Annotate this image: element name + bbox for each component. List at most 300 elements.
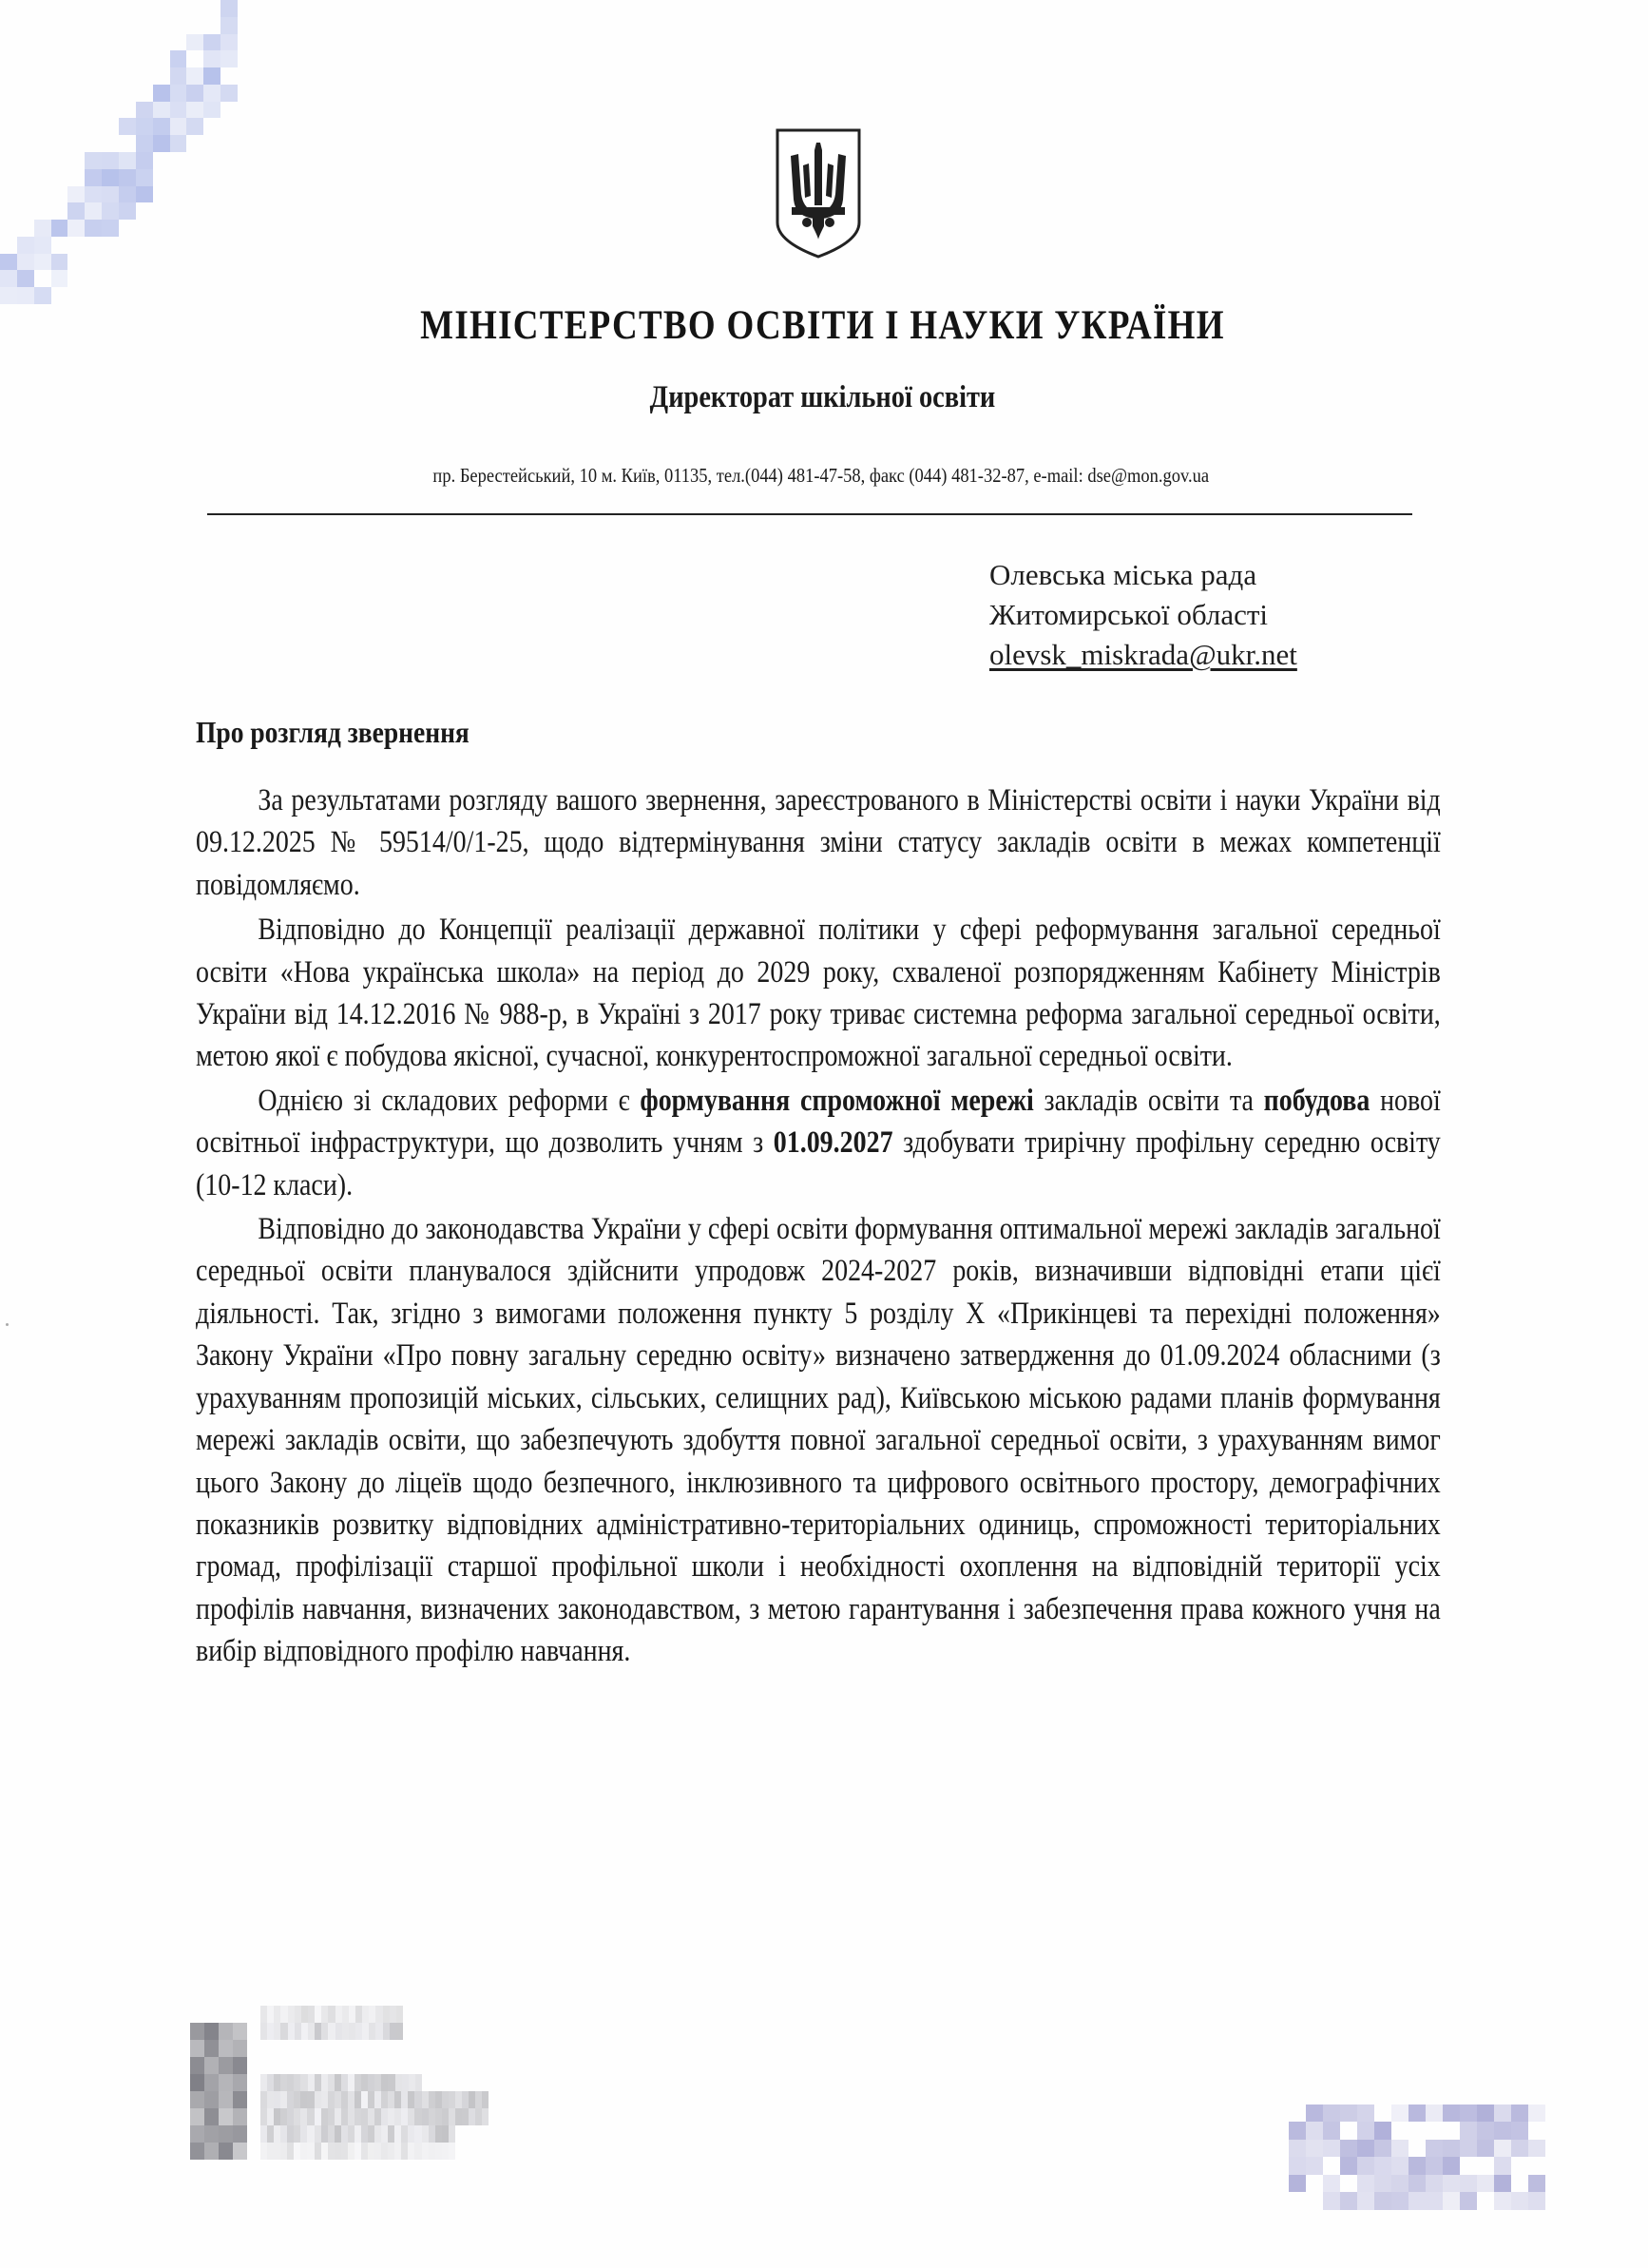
redaction-pixel — [1460, 2175, 1477, 2193]
redaction-pixel — [442, 2125, 449, 2143]
redaction-pixel — [220, 17, 238, 34]
redaction-pixel — [260, 2074, 267, 2091]
redaction-pixel — [1528, 2105, 1545, 2123]
redaction-pixel — [1374, 2192, 1391, 2210]
redaction-pixel — [34, 270, 51, 287]
redaction-pixel — [388, 2091, 394, 2108]
redaction-pixel — [267, 2074, 274, 2091]
redaction-pixel — [1306, 2157, 1323, 2175]
redaction-pixel — [348, 2143, 355, 2160]
redaction-pixel — [1391, 2105, 1408, 2123]
redaction-pixel — [315, 2091, 321, 2108]
redaction-pixel — [136, 186, 153, 203]
redaction-pixel — [51, 186, 68, 203]
redaction-pixel — [287, 2125, 294, 2143]
redaction-pixel — [0, 254, 17, 271]
redaction-pixel — [308, 2023, 315, 2040]
redaction-pixel — [1306, 2086, 1323, 2105]
redaction-pixel — [374, 2074, 381, 2091]
redaction-pixel — [1340, 2122, 1357, 2140]
redaction-pixel — [315, 2143, 321, 2160]
redaction-pixel — [1426, 2105, 1443, 2123]
redaction-pixel — [1511, 2105, 1528, 2123]
redaction-pixel — [1357, 2140, 1374, 2158]
redaction-pixel — [0, 17, 17, 34]
redaction-pixel — [388, 2074, 394, 2091]
redaction-pixel — [1357, 2122, 1374, 2140]
redaction-pixel — [136, 135, 153, 152]
redaction-pixel — [136, 237, 153, 254]
redaction-pixel — [102, 0, 119, 17]
redaction-pixel — [341, 2143, 348, 2160]
paragraph-3 — [196, 1080, 1441, 1206]
redaction-pixel — [220, 169, 238, 186]
redaction-pixel — [1408, 2086, 1426, 2105]
redaction-pixel — [186, 67, 203, 85]
redaction-pixel — [153, 85, 170, 102]
redaction-pixel — [1426, 2157, 1443, 2175]
redaction-pixel — [260, 2006, 267, 2023]
redaction-pixel — [295, 2023, 301, 2040]
redaction-pixel — [1477, 2140, 1494, 2158]
redaction-pixel — [153, 67, 170, 85]
redaction-pixel — [1357, 2192, 1374, 2210]
redaction-pixel — [1323, 2175, 1340, 2193]
redaction-pixel — [102, 118, 119, 135]
redaction-pixel — [260, 2143, 267, 2160]
redaction-pixel — [233, 2125, 247, 2143]
redaction-pixel — [274, 2074, 280, 2091]
redaction-pixel — [203, 270, 220, 287]
redaction-pixel — [67, 0, 85, 17]
redaction-pixel — [321, 2023, 328, 2040]
letter-body — [196, 779, 1441, 1673]
redaction-pixel — [170, 254, 187, 271]
redaction-pixel — [361, 2143, 368, 2160]
redaction-pixel — [51, 17, 68, 34]
redaction-pixel — [335, 2125, 341, 2143]
redaction-pixel — [288, 2006, 295, 2023]
redaction-pixel — [204, 2125, 219, 2143]
redaction-pixel — [51, 152, 68, 169]
letter-subject: Про розгляд звернення — [196, 715, 469, 749]
redaction-pixel — [170, 202, 187, 220]
redaction-pixel — [422, 2091, 429, 2108]
redaction-pixel — [204, 2057, 219, 2074]
redaction-pixel — [17, 169, 34, 186]
redaction-pixel — [414, 2108, 421, 2125]
redaction-pixel — [1494, 2122, 1511, 2140]
redaction-pixel — [300, 2108, 307, 2125]
redaction-pixel — [1494, 2175, 1511, 2193]
redaction-pixel — [203, 220, 220, 237]
redaction-pixel — [422, 2125, 429, 2143]
redaction-pixel — [455, 2108, 462, 2125]
redaction-pixel — [233, 2023, 247, 2040]
redaction-pixel — [153, 254, 170, 271]
redaction-pixel — [328, 2006, 335, 2023]
redaction-pixel — [17, 85, 34, 102]
redaction-pixel — [85, 0, 102, 17]
redaction-pixel — [67, 237, 85, 254]
redaction-pixel — [186, 34, 203, 51]
redaction-pixel — [390, 2006, 396, 2023]
redaction-pixel — [203, 169, 220, 186]
redaction-pixel — [260, 2125, 267, 2143]
redaction-pixel — [435, 2143, 442, 2160]
emphasis-construction: побудова — [1263, 1083, 1370, 1118]
redaction-pixel — [51, 220, 68, 237]
redaction-pixel — [321, 2091, 328, 2108]
redaction-pixel — [190, 2143, 204, 2160]
redaction-pixel — [186, 186, 203, 203]
redaction-pixel — [381, 2125, 388, 2143]
redaction-pixel — [462, 2091, 469, 2108]
redaction-pixel — [1528, 2086, 1545, 2105]
redaction-pixel — [383, 2023, 390, 2040]
redaction-pixel — [85, 135, 102, 152]
redaction-pixel — [1306, 2175, 1323, 2193]
redaction-pixel — [383, 2006, 390, 2023]
redacted-text-line — [260, 2023, 403, 2040]
redaction-pixel — [409, 2074, 415, 2091]
redaction-pixel — [349, 2006, 355, 2023]
redaction-pixel — [335, 2074, 341, 2091]
redaction-pixel — [1477, 2086, 1494, 2105]
redaction-pixel — [136, 254, 153, 271]
redaction-pixel — [280, 2023, 287, 2040]
recipient-email-link[interactable]: olevsk_miskrada@ukr.net — [989, 638, 1297, 671]
redaction-pixel — [374, 2108, 381, 2125]
redaction-pixel — [1477, 2122, 1494, 2140]
redaction-pixel — [355, 2143, 361, 2160]
redaction-pixel — [368, 2091, 374, 2108]
redaction-pixel — [67, 186, 85, 203]
redaction-pixel — [34, 102, 51, 119]
redaction-pixel — [396, 2023, 403, 2040]
redaction-pixel — [102, 254, 119, 271]
redaction-pixel — [85, 34, 102, 51]
redaction-pixel — [186, 85, 203, 102]
redaction-pixel — [219, 2006, 233, 2023]
emphasis-network: формування спроможної мережі — [640, 1083, 1034, 1118]
redaction-pixel — [294, 2143, 300, 2160]
redaction-pixel — [1511, 2175, 1528, 2193]
redaction-pixel — [260, 2108, 267, 2125]
redaction-pixel — [220, 186, 238, 203]
redaction-pixel — [102, 85, 119, 102]
redaction-pixel — [1408, 2192, 1426, 2210]
redaction-pixel — [85, 85, 102, 102]
redaction-pixel — [1357, 2105, 1374, 2123]
redaction-pixel — [375, 2023, 382, 2040]
redaction-pixel — [321, 2006, 328, 2023]
redaction-pixel — [449, 2125, 455, 2143]
redaction-pixel — [51, 135, 68, 152]
redaction-pixel — [394, 2091, 401, 2108]
redaction-pixel — [1528, 2192, 1545, 2210]
redaction-pixel — [34, 237, 51, 254]
redaction-pixel — [1477, 2175, 1494, 2193]
redaction-pixel — [233, 2091, 247, 2108]
redaction-pixel — [1528, 2175, 1545, 2193]
redaction-pixel — [422, 2108, 429, 2125]
redaction-pixel — [1460, 2105, 1477, 2123]
redaction-pixel — [67, 34, 85, 51]
redaction-pixel — [119, 270, 136, 287]
redaction-pixel — [1391, 2175, 1408, 2193]
redaction-pixel — [1408, 2157, 1426, 2175]
redaction-pixel — [85, 287, 102, 304]
redaction-pixel — [153, 270, 170, 287]
redaction-pixel — [85, 220, 102, 237]
redaction-pixel — [1511, 2192, 1528, 2210]
redaction-pixel — [153, 169, 170, 186]
redaction-pixel — [1443, 2157, 1460, 2175]
redaction-pixel — [1460, 2157, 1477, 2175]
redaction-pixel — [429, 2108, 435, 2125]
redaction-pixel — [51, 254, 68, 271]
redaction-pixel — [390, 2023, 396, 2040]
redaction-pixel — [274, 2108, 280, 2125]
redaction-pixel — [170, 85, 187, 102]
redaction-pixel — [300, 2125, 307, 2143]
redaction-pixel — [361, 2108, 368, 2125]
redaction-pixel — [34, 186, 51, 203]
redaction-pixel — [119, 202, 136, 220]
redaction-pixel — [315, 2006, 321, 2023]
redaction-pixel — [119, 118, 136, 135]
redaction-pixel — [1494, 2086, 1511, 2105]
redacted-signature — [1289, 2086, 1545, 2210]
redaction-pixel — [287, 2108, 294, 2125]
redaction-pixel — [203, 118, 220, 135]
redaction-pixel — [381, 2091, 388, 2108]
redaction-pixel — [219, 2108, 233, 2125]
redaction-pixel — [153, 152, 170, 169]
scan-speck — [6, 1323, 9, 1326]
redaction-pixel — [204, 2091, 219, 2108]
redaction-pixel — [34, 287, 51, 304]
redaction-pixel — [349, 2023, 355, 2040]
redaction-pixel — [0, 50, 17, 67]
redaction-pixel — [1289, 2105, 1306, 2123]
redaction-pixel — [0, 186, 17, 203]
redaction-pixel — [1408, 2140, 1426, 2158]
redaction-pixel — [1289, 2192, 1306, 2210]
redaction-pixel — [1477, 2192, 1494, 2210]
redaction-pixel — [186, 202, 203, 220]
redaction-pixel — [102, 169, 119, 186]
redaction-pixel — [435, 2091, 442, 2108]
redaction-pixel — [0, 287, 17, 304]
redaction-pixel — [395, 2074, 402, 2091]
ministry-title: МІНІСТЕРСТВО ОСВІТИ І НАУКИ УКРАЇНИ — [420, 303, 1225, 348]
redaction-pixel — [186, 237, 203, 254]
redaction-pixel — [219, 2160, 233, 2177]
redaction-pixel — [1374, 2105, 1391, 2123]
redaction-pixel — [119, 102, 136, 119]
redaction-pixel — [67, 17, 85, 34]
redaction-pixel — [51, 270, 68, 287]
redaction-pixel — [449, 2091, 455, 2108]
redaction-pixel — [119, 169, 136, 186]
redaction-pixel — [1306, 2122, 1323, 2140]
redaction-pixel — [17, 0, 34, 17]
redaction-pixel — [381, 2074, 388, 2091]
redaction-pixel — [449, 2108, 455, 2125]
redaction-pixel — [153, 50, 170, 67]
redaction-pixel — [203, 17, 220, 34]
redaction-pixel — [190, 2023, 204, 2040]
redaction-pixel — [388, 2143, 394, 2160]
redaction-pixel — [233, 2040, 247, 2057]
redaction-pixel — [355, 2006, 362, 2023]
redaction-pixel — [295, 2006, 301, 2023]
redaction-pixel — [308, 2006, 315, 2023]
redaction-pixel — [170, 186, 187, 203]
redaction-pixel — [0, 237, 17, 254]
redaction-pixel — [220, 50, 238, 67]
redaction-pixel — [0, 34, 17, 51]
redaction-pixel — [361, 2074, 368, 2091]
redaction-pixel — [219, 2125, 233, 2143]
redaction-pixel — [102, 67, 119, 85]
redaction-pixel — [233, 2160, 247, 2177]
redaction-pixel — [369, 2006, 375, 2023]
redaction-pixel — [1443, 2122, 1460, 2140]
redaction-pixel — [51, 0, 68, 17]
redaction-pixel — [119, 34, 136, 51]
redaction-pixel — [482, 2108, 489, 2125]
redaction-pixel — [300, 2143, 307, 2160]
redacted-text-line — [260, 2006, 403, 2023]
redaction-pixel — [153, 34, 170, 51]
recipient-name: Олевська міська рада — [989, 558, 1257, 591]
redaction-pixel — [287, 2091, 294, 2108]
redaction-pixel — [170, 34, 187, 51]
redaction-pixel — [17, 152, 34, 169]
redaction-pixel — [85, 202, 102, 220]
redaction-pixel — [51, 50, 68, 67]
redaction-pixel — [102, 34, 119, 51]
redaction-pixel — [85, 17, 102, 34]
redaction-pixel — [1323, 2086, 1340, 2105]
redaction-pixel — [342, 2006, 349, 2023]
redaction-pixel — [119, 152, 136, 169]
redaction-pixel — [170, 270, 187, 287]
redaction-pixel — [1323, 2122, 1340, 2140]
redaction-pixel — [67, 287, 85, 304]
redaction-pixel — [17, 34, 34, 51]
redaction-pixel — [362, 2006, 369, 2023]
redaction-pixel — [204, 2108, 219, 2125]
redaction-pixel — [0, 102, 17, 119]
redaction-pixel — [381, 2108, 388, 2125]
redaction-pixel — [280, 2143, 287, 2160]
redaction-pixel — [1511, 2122, 1528, 2140]
paragraph-3-text: Однією зі складових реформи є — [258, 1083, 641, 1118]
redaction-pixel — [233, 2057, 247, 2074]
redaction-pixel — [170, 17, 187, 34]
redaction-pixel — [1443, 2175, 1460, 2193]
redaction-pixel — [415, 2074, 422, 2091]
redaction-pixel — [301, 2023, 308, 2040]
redaction-pixel — [341, 2091, 348, 2108]
redaction-pixel — [136, 118, 153, 135]
redaction-pixel — [219, 2143, 233, 2160]
redaction-pixel — [294, 2125, 300, 2143]
redaction-pixel — [17, 287, 34, 304]
redaction-pixel — [51, 102, 68, 119]
redaction-pixel — [355, 2125, 361, 2143]
redaction-pixel — [368, 2074, 374, 2091]
redaction-pixel — [203, 152, 220, 169]
redaction-pixel — [170, 152, 187, 169]
redaction-pixel — [408, 2091, 414, 2108]
redaction-pixel — [204, 2006, 219, 2023]
redaction-pixel — [170, 50, 187, 67]
redaction-pixel — [394, 2108, 401, 2125]
redaction-pixel — [335, 2143, 341, 2160]
redaction-pixel — [1374, 2086, 1391, 2105]
redaction-pixel — [136, 50, 153, 67]
redaction-pixel — [435, 2125, 442, 2143]
redaction-pixel — [85, 102, 102, 119]
redaction-pixel — [34, 220, 51, 237]
redaction-pixel — [315, 2074, 321, 2091]
redaction-pixel — [0, 270, 17, 287]
redaction-pixel — [136, 102, 153, 119]
redaction-pixel — [136, 202, 153, 220]
redaction-pixel — [170, 169, 187, 186]
redaction-pixel — [267, 2023, 274, 2040]
redaction-pixel — [1374, 2140, 1391, 2158]
redaction-pixel — [102, 270, 119, 287]
redaction-pixel — [153, 118, 170, 135]
redaction-pixel — [1289, 2122, 1306, 2140]
redaction-pixel — [67, 118, 85, 135]
redaction-pixel — [328, 2108, 335, 2125]
redaction-pixel — [136, 34, 153, 51]
redaction-pixel — [17, 220, 34, 237]
redaction-pixel — [287, 2143, 294, 2160]
redaction-pixel — [153, 135, 170, 152]
redaction-pixel — [0, 118, 17, 135]
redaction-pixel — [368, 2108, 374, 2125]
redaction-pixel — [335, 2006, 342, 2023]
redaction-pixel — [220, 237, 238, 254]
redaction-pixel — [315, 2108, 321, 2125]
redaction-pixel — [186, 102, 203, 119]
redaction-pixel — [408, 2125, 414, 2143]
paragraph-1: За результатами розгляду вашого звернення, зареєстрованого в Міністерстві освіти і науки України від 09.12.2025 № 59514/0/1-25, щодо відтермінування зміни статусу закладів освіти в межах компетенції повідомляємо. — [196, 783, 1441, 902]
redaction-pixel — [203, 254, 220, 271]
redaction-pixel — [51, 237, 68, 254]
redaction-pixel — [119, 67, 136, 85]
redaction-pixel — [307, 2125, 314, 2143]
redaction-pixel — [429, 2125, 435, 2143]
redaction-pixel — [1408, 2122, 1426, 2140]
redaction-pixel — [355, 2074, 361, 2091]
redaction-pixel — [414, 2143, 421, 2160]
redaction-pixel — [233, 2006, 247, 2023]
redaction-pixel — [119, 237, 136, 254]
redaction-pixel — [153, 202, 170, 220]
redaction-pixel — [220, 102, 238, 119]
redaction-pixel — [315, 2023, 321, 2040]
redaction-pixel — [85, 270, 102, 287]
